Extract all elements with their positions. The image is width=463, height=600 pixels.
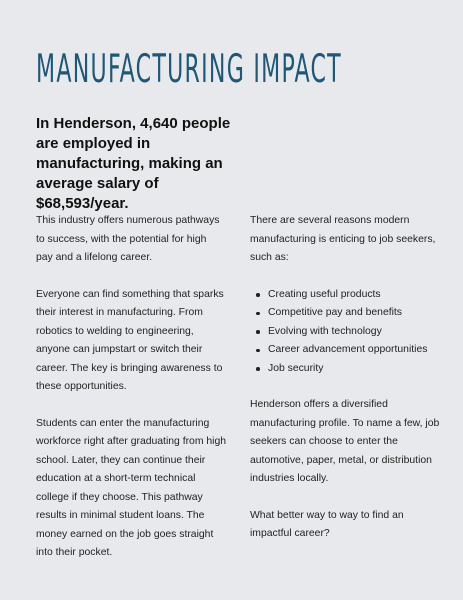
headline-statement: In Henderson, 4,640 people are employed in manufacturing, making an average salary of $68,593/year. [36,115,231,212]
reasons-list [250,286,440,379]
page-title: MANUFACTURING IMPACT [36,47,342,92]
left-paragraph-pathways: This industry offers numerous pathways to success, with the potential for high pay and a lifelong career. [36,215,220,263]
list-item: Job security [268,360,440,379]
list-item: Career advancement opportunities [268,341,440,360]
list-item: Competitive pay and benefits [268,304,440,323]
left-column [36,212,226,563]
page-title-container [36,44,436,100]
right-paragraph-intro: There are several reasons modern manufacturing is enticing to job seekers, such as: [250,215,436,263]
right-paragraph-closing: What better way to way to find an impactful career? [250,509,404,539]
left-paragraph-interests: Everyone can find something that sparks their interest in manufacturing. From robotics to welding to engineering, anyone can jumpstart or switch their career. The key is bringing awareness to these opportunities. [36,288,224,392]
right-paragraph-henderson: Henderson offers a diversified manufacturing profile. To name a few, job seekers can choose to enter the automotive, paper, metal, or distribution industries locally. [250,399,440,484]
left-paragraph-students: Students can enter the manufacturing workforce right after graduating from high school. Later, they can continue their education at a short-term technical college if they choose. This pathway results in minimal student loans. The money earned on the job goes straight into their pocket. [36,417,227,558]
right-column [250,212,440,544]
list-item: Creating useful products [268,286,440,305]
list-item: Evolving with technology [268,323,440,342]
